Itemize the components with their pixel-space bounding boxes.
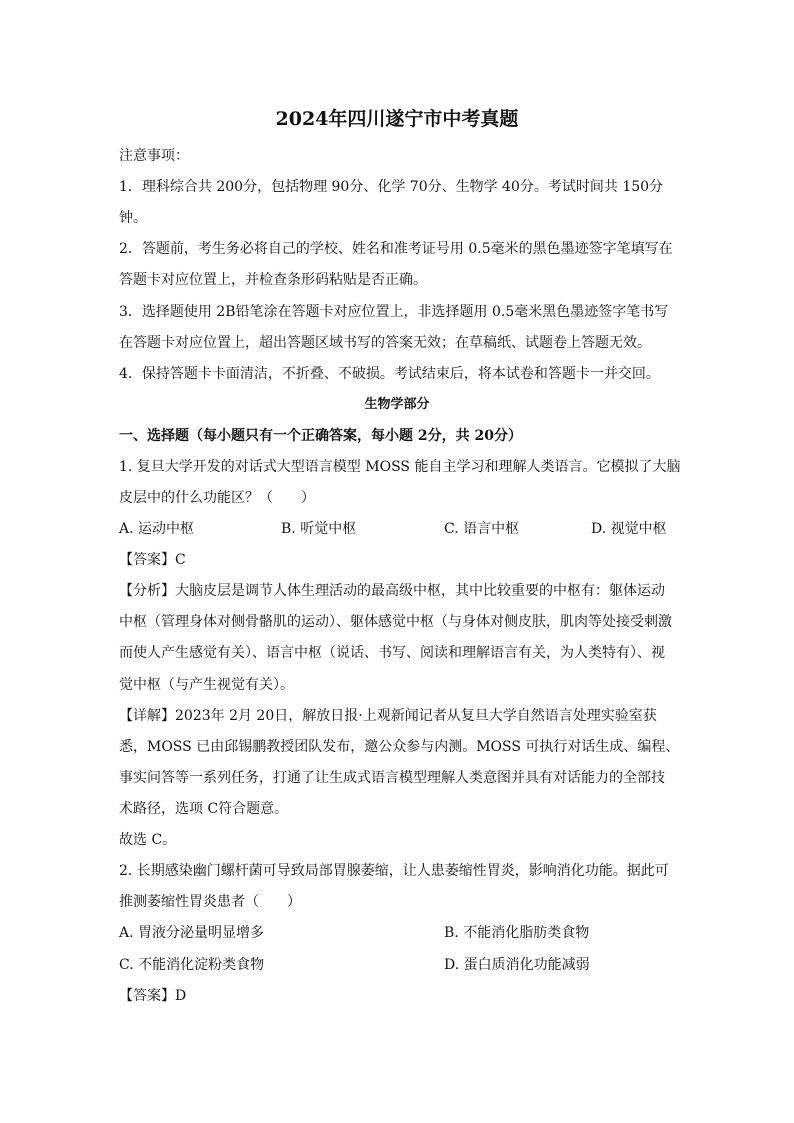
q1-detail-cont-1: 悉，MOSS 已由邱锡鹏教授团队发布，邀公众参与内测。MOSS 可执行对话生成、编程、 — [119, 739, 680, 755]
part-heading: 一、选择题（每小题只有一个正确答案，每小题 2分，共 20分） — [119, 428, 522, 444]
notice-item-2-cont: 答题卡对应位置上，并检查条形码粘贴是否正确。 — [119, 272, 427, 288]
q1-option-c: C. 语言中枢 — [444, 521, 520, 537]
q1-detail-cont-3: 术路径，选项 C符合题意。 — [119, 801, 289, 817]
q1-stem: 1. 复旦大学开发的对话式大型语言模型 MOSS 能自主学习和理解人类语言。它模拟了大脑 — [119, 459, 681, 475]
notice-item-1-cont: 钟。 — [119, 210, 147, 226]
q2-option-d: D. 蛋白质消化功能减弱 — [444, 957, 590, 973]
q1-detail-cont-2: 事实问答等一系列任务，打通了让生成式语言模型理解人类意图并具有对话能力的全部技 — [119, 770, 665, 786]
q1-option-d: D. 视觉中枢 — [591, 521, 667, 537]
q1-stem-cont: 皮层中的什么功能区？（ ） — [119, 490, 315, 506]
section-title: 生物学部分 — [364, 397, 430, 412]
q2-answer: 【答案】D — [119, 988, 187, 1004]
q2-option-c: C. 不能消化淀粉类食物 — [119, 957, 265, 973]
q1-option-b: B. 听觉中枢 — [281, 521, 357, 537]
notice-item-4: 4．保持答题卡卡面清洁，不折叠、不破损。考试结束后，将本试卷和答题卡一并交回。 — [119, 366, 660, 382]
notice-heading: 注意事项： — [119, 148, 189, 164]
page-title: 2024年四川遂宁市中考真题 — [275, 108, 519, 130]
notice-item-1: 1．理科综合共 200分，包括物理 90分、化学 70分、生物学 40分。考试时间共 150分 — [119, 179, 664, 195]
notice-item-3: 3．选择题使用 2B铅笔涂在答题卡对应位置上，非选择题用 0.5毫米黑色墨迹签字笔书写 — [119, 304, 669, 320]
q1-conclusion: 故选 C。 — [119, 832, 177, 848]
q2-stem: 2. 长期感染幽门螺杆菌可导致局部胃腺萎缩，让人患萎缩性胃炎，影响消化功能。据此可 — [119, 863, 669, 879]
q1-option-a: A. 运动中枢 — [119, 521, 195, 537]
notice-item-2: 2．答题前，考生务必将自己的学校、姓名和准考证号用 0.5毫米的黑色墨迹签字笔填写在 — [119, 241, 673, 257]
q2-option-b: B. 不能消化脂肪类食物 — [444, 925, 590, 941]
q1-analysis-cont-1: 中枢（管理身体对侧骨骼肌的运动）、躯体感觉中枢（与身体对侧皮肤，肌肉等处接受刺激 — [119, 614, 672, 630]
q2-stem-cont: 推测萎缩性胃炎患者（ ） — [119, 894, 301, 910]
q1-analysis-cont-2: 而使人产生感觉有关）、语言中枢（说话、书写、阅读和理解语言有关，为人类特有）、视 — [119, 645, 665, 661]
q1-detail: 【详解】2023年 2月 20日，解放日报·上观新闻记者从复旦大学自然语言处理实验室获 — [119, 708, 657, 724]
q1-answer: 【答案】C — [119, 552, 186, 568]
q1-analysis: 【分析】大脑皮层是调节人体生理活动的最高级中枢，其中比较重要的中枢有：躯体运动 — [119, 583, 665, 599]
q1-analysis-cont-3: 觉中枢（与产生视觉有关）。 — [119, 677, 294, 693]
notice-item-3-cont: 在答题卡对应位置上，超出答题区域书写的答案无效；在草稿纸、试题卷上答题无效。 — [119, 335, 651, 351]
q2-option-a: A. 胃液分泌量明显增多 — [119, 925, 265, 941]
